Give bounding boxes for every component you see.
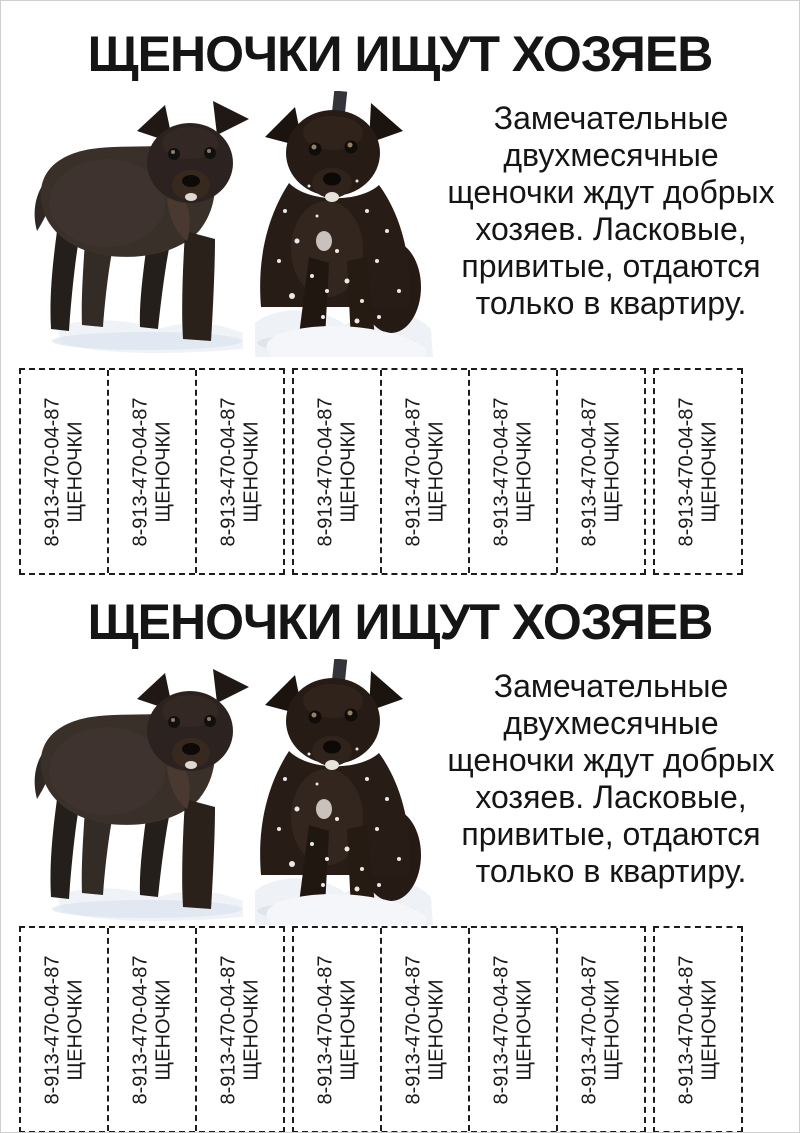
tab-phone: 8-913-470-04-87 [578, 955, 600, 1104]
tear-off-tab [21, 370, 107, 573]
description-line: щеночки ждут добрых [447, 742, 775, 778]
description-line: щеночки ждут добрых [447, 174, 775, 210]
photo-text-row [1, 91, 799, 359]
tab-phone: 8-913-470-04-87 [314, 955, 336, 1104]
tear-off-tab [195, 370, 283, 573]
tab-phone: 8-913-470-04-87 [578, 397, 600, 546]
description-line: привитые, отдаются [461, 248, 761, 284]
tear-off-tab [468, 370, 556, 573]
description-line: двухмесячные [503, 137, 719, 173]
tab-phone: 8-913-470-04-87 [129, 955, 151, 1104]
tab-label: ЩЕНОЧКИ [64, 979, 86, 1081]
standing-puppy [35, 101, 249, 341]
puppies-photo-illustration [27, 91, 447, 359]
tab-group [653, 926, 743, 1133]
tear-off-tab [294, 928, 380, 1131]
tab-group [19, 368, 285, 575]
tab-label: ЩЕНОЧКИ [513, 421, 535, 523]
tab-phone: 8-913-470-04-87 [217, 397, 239, 546]
tab-label: ЩЕНОЧКИ [337, 421, 359, 523]
tear-off-tab [655, 370, 741, 573]
tab-label: ЩЕНОЧКИ [425, 421, 447, 523]
tab-phone: 8-913-470-04-87 [675, 397, 697, 546]
description-line: Замечательные [493, 100, 729, 136]
flyer-copy-2 [1, 575, 799, 1133]
tear-off-tab [21, 928, 107, 1131]
tear-off-tab [294, 370, 380, 573]
flyer-title: ЩЕНОЧКИ ИЩУТ ХОЗЯЕВ [87, 26, 713, 82]
flyer-copy-1 [1, 1, 799, 575]
puppy-photos [1, 659, 433, 921]
tab-label: ЩЕНОЧКИ [240, 421, 262, 523]
tab-phone: 8-913-470-04-87 [402, 955, 424, 1104]
tear-off-tab [468, 928, 556, 1131]
flyer-description [433, 659, 799, 921]
description-line: только в квартиру. [475, 853, 747, 889]
description-line: только в квартиру. [475, 285, 747, 321]
tear-off-tab [380, 370, 468, 573]
tab-phone: 8-913-470-04-87 [490, 955, 512, 1104]
tear-off-tab [107, 928, 195, 1131]
puppies-photo-illustration [27, 659, 447, 927]
sitting-puppy [255, 91, 433, 357]
tab-label: ЩЕНОЧКИ [240, 979, 262, 1081]
tear-off-tab [655, 928, 741, 1131]
tab-label: ЩЕНОЧКИ [425, 979, 447, 1081]
tear-off-tab [107, 370, 195, 573]
tab-group [292, 368, 646, 575]
description-line: привитые, отдаются [461, 816, 761, 852]
tab-phone: 8-913-470-04-87 [402, 397, 424, 546]
description-line: Замечательные [493, 668, 729, 704]
description-line: двухмесячные [503, 705, 719, 741]
tear-off-tab [195, 928, 283, 1131]
photo-text-row [1, 659, 799, 921]
tab-phone: 8-913-470-04-87 [129, 397, 151, 546]
tab-group [653, 368, 743, 575]
tab-group [292, 926, 646, 1133]
tab-label: ЩЕНОЧКИ [698, 979, 720, 1081]
tab-label: ЩЕНОЧКИ [698, 421, 720, 523]
tab-label: ЩЕНОЧКИ [601, 421, 623, 523]
tab-label: ЩЕНОЧКИ [152, 979, 174, 1081]
tear-off-strip [19, 368, 799, 575]
tab-group [19, 926, 285, 1133]
tab-phone: 8-913-470-04-87 [41, 397, 63, 546]
tear-off-tab [556, 370, 644, 573]
flyer-description [433, 91, 799, 359]
tab-label: ЩЕНОЧКИ [337, 979, 359, 1081]
tab-phone: 8-913-470-04-87 [490, 397, 512, 546]
description-line: хозяев. Ласковые, [475, 779, 747, 815]
description-line: хозяев. Ласковые, [475, 211, 747, 247]
tab-label: ЩЕНОЧКИ [601, 979, 623, 1081]
tab-phone: 8-913-470-04-87 [41, 955, 63, 1104]
flyer-title: ЩЕНОЧКИ ИЩУТ ХОЗЯЕВ [87, 594, 713, 650]
tab-label: ЩЕНОЧКИ [64, 421, 86, 523]
puppy-photos [1, 91, 433, 359]
tear-off-tab [556, 928, 644, 1131]
tab-label: ЩЕНОЧКИ [152, 421, 174, 523]
tab-label: ЩЕНОЧКИ [513, 979, 535, 1081]
tab-phone: 8-913-470-04-87 [314, 397, 336, 546]
tab-phone: 8-913-470-04-87 [217, 955, 239, 1104]
tear-off-tab [380, 928, 468, 1131]
tab-phone: 8-913-470-04-87 [675, 955, 697, 1104]
tear-off-strip [19, 926, 799, 1133]
